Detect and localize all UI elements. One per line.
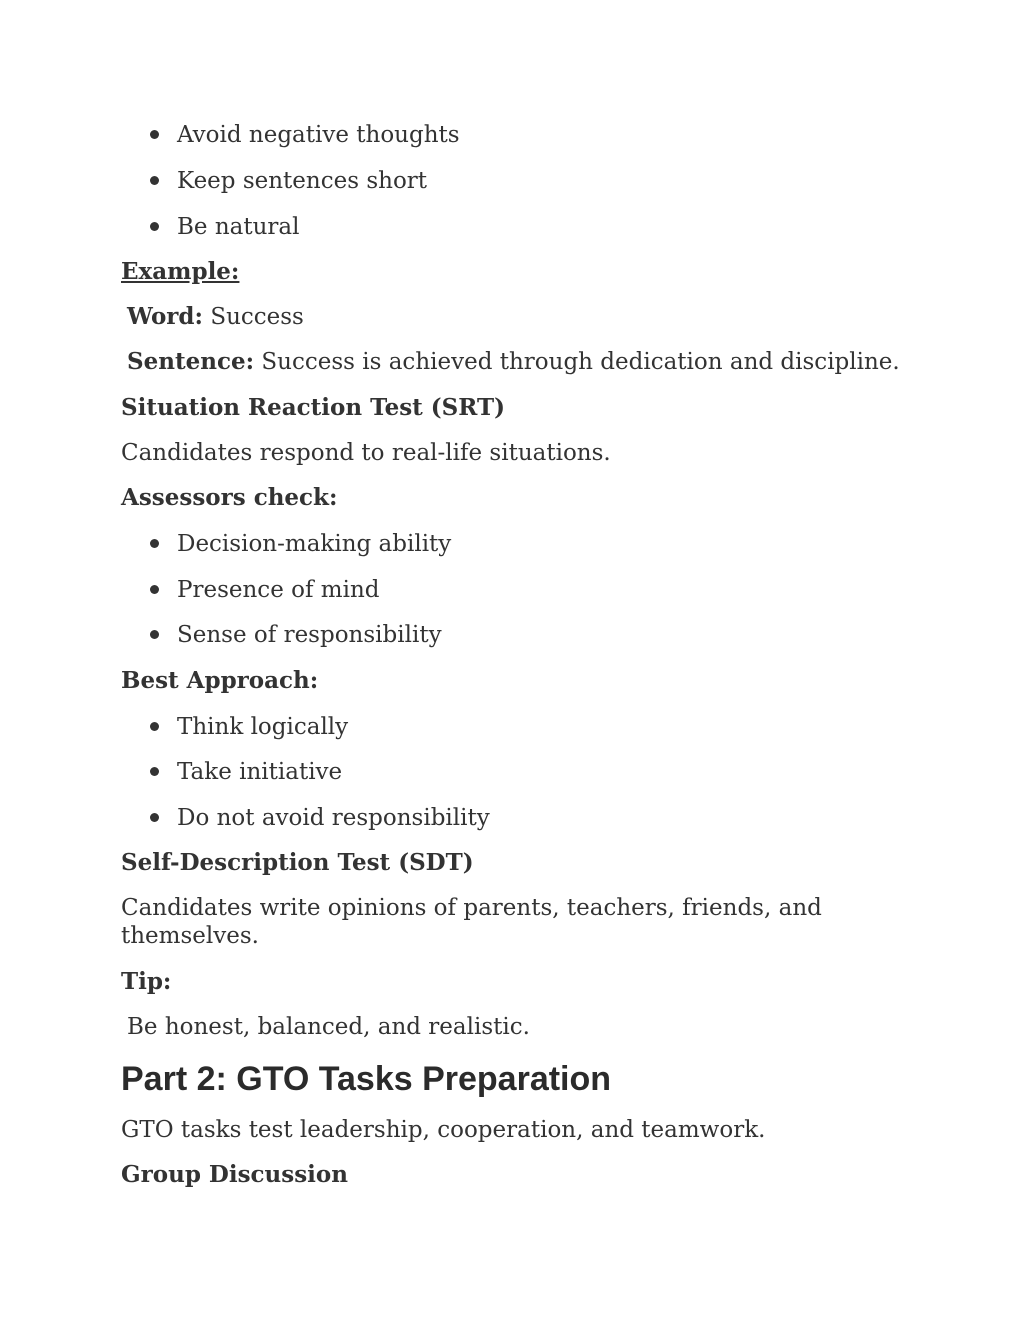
assessors-check-heading: Assessors check: [121, 484, 338, 511]
example-sentence: Sentence: Success is achieved through dedication and discipline. [127, 348, 900, 375]
list-item: Do not avoid responsibility [150, 803, 490, 833]
list-item: Presence of mind [150, 575, 380, 605]
tip-heading: Tip: [121, 968, 172, 995]
sdt-heading: Self-Description Test (SDT) [121, 849, 474, 876]
list-item: Decision-making ability [150, 529, 451, 559]
bullet-icon [150, 539, 159, 548]
bullet-icon [150, 222, 159, 231]
part2-description: GTO tasks test leadership, cooperation, and teamwork. [121, 1117, 766, 1143]
bullet-icon [150, 176, 159, 185]
list-item: Avoid negative thoughts [150, 120, 460, 150]
sdt-description-line2: themselves. [121, 923, 259, 949]
tip-text: Be honest, balanced, and realistic. [127, 1014, 530, 1040]
best-approach-heading: Best Approach: [121, 667, 319, 694]
srt-heading: Situation Reaction Test (SRT) [121, 394, 506, 421]
list-item: Keep sentences short [150, 166, 427, 196]
example-word: Word: Success [127, 303, 304, 330]
sdt-description-line1: Candidates write opinions of parents, teachers, friends, and [121, 895, 822, 921]
bullet-icon [150, 722, 159, 731]
srt-description: Candidates respond to real-life situations. [121, 440, 611, 466]
list-item: Be natural [150, 212, 299, 242]
bullet-icon [150, 130, 159, 139]
list-item: Sense of responsibility [150, 620, 442, 650]
bullet-icon [150, 813, 159, 822]
list-item: Take initiative [150, 757, 342, 787]
example-heading: Example: [121, 258, 240, 285]
bullet-icon [150, 767, 159, 776]
bullet-icon [150, 630, 159, 639]
part2-title: Part 2: GTO Tasks Preparation [121, 1060, 612, 1098]
list-item: Think logically [150, 712, 348, 742]
group-discussion-heading: Group Discussion [121, 1161, 348, 1188]
bullet-icon [150, 585, 159, 594]
